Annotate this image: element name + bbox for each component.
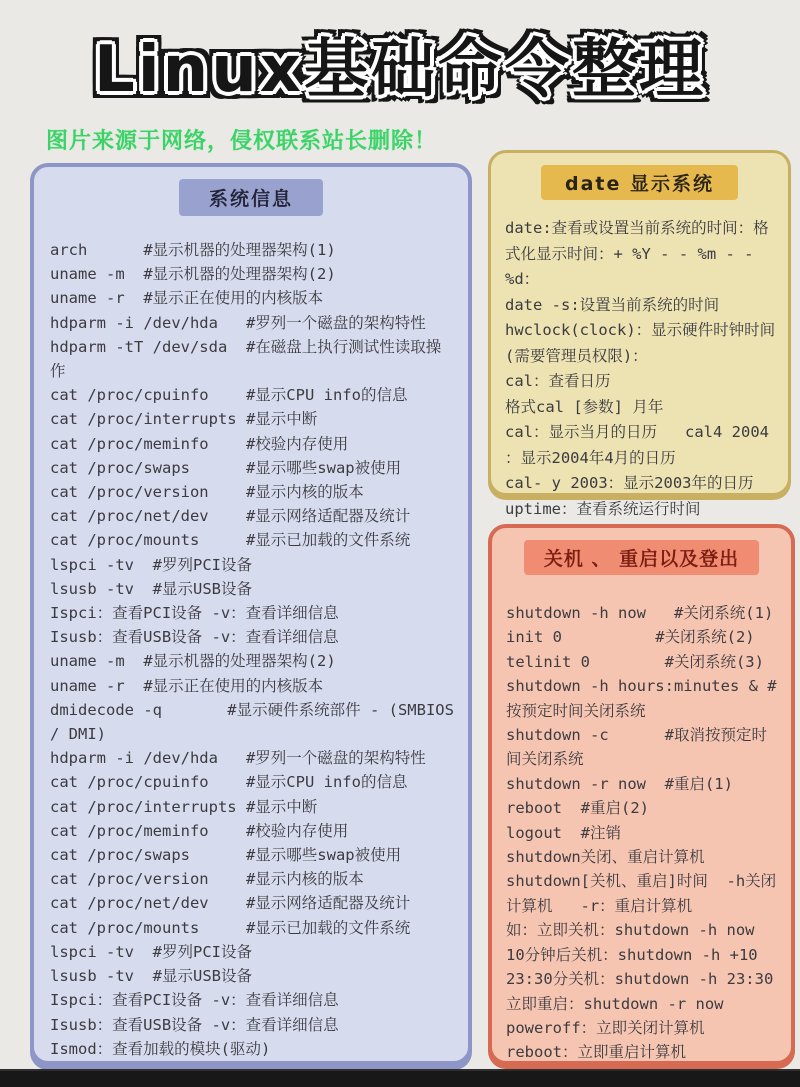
command-line: date -s:设置当前系统的时间 xyxy=(505,295,720,314)
date-panel xyxy=(488,150,791,518)
command-line: Isusb：查看USB设备 -v：查看详细信息 xyxy=(50,1015,339,1034)
command-line: cat /proc/swaps #显示哪些swap被使用 xyxy=(50,458,402,477)
command-line: cat /proc/version #显示内核的版本 xyxy=(50,483,364,502)
command-line: lspci -tv #罗列PCI设备 xyxy=(50,942,252,961)
command-line: cat /proc/version #显示内核的版本 xyxy=(50,870,364,889)
command-line: logout #注销 xyxy=(506,823,621,842)
command-line: hdparm -i /dev/hda #罗列一个磁盘的架构特性 xyxy=(50,749,426,768)
command-line: shutdown[关机、重启]时间 -h关闭计算机 -r：重启计算机 xyxy=(506,872,777,915)
date-command-list xyxy=(491,200,788,522)
command-line: shutdown -h hours:minutes & #按预定时间关闭系统 xyxy=(506,677,777,720)
command-line: Isusb：查看USB设备 -v：查看详细信息 xyxy=(50,628,339,647)
system-info-command-list xyxy=(34,216,468,1061)
command-line: cat /proc/mounts #显示已加载的文件系统 xyxy=(50,918,411,937)
command-line: hdparm -tT /dev/sda #在磁盘上执行测试性读取操作 xyxy=(50,337,442,381)
command-line: cat /proc/interrupts #显示中断 xyxy=(50,410,318,429)
command-line: 23:30分关机：shutdown -h 23:30 xyxy=(506,970,774,989)
command-line: 如：立即关机：shutdown -h now xyxy=(506,921,755,940)
command-line: Ispci：查看PCI设备 -v：查看详细信息 xyxy=(50,604,339,623)
command-line: reboot #重启(2) xyxy=(506,799,649,818)
command-line: shutdown关闭、重启计算机 xyxy=(506,848,705,867)
command-line: reboot：立即重启计算机 xyxy=(506,1043,686,1062)
command-line: cat /proc/meminfo #校验内存使用 xyxy=(50,434,349,453)
command-line: hwclock(clock)：显示硬件时钟时间(需要管理员权限)： xyxy=(505,321,776,365)
command-line: uname -r #显示正在使用的内核版本 xyxy=(50,289,324,308)
command-line: cat /proc/net/dev #显示网络适配器及统计 xyxy=(50,894,411,913)
command-line: arch #显示机器的处理器架构(1) xyxy=(50,241,336,259)
bottom-bar xyxy=(0,1069,800,1087)
command-line: cat /proc/net/dev #显示网络适配器及统计 xyxy=(50,507,411,526)
command-line: date:查看或设置当前系统的时间：格式化显示时间：+ %Y - - %m - - %d： xyxy=(505,219,769,288)
command-line: 10分钟后关机：shutdown -h +10 xyxy=(506,945,758,964)
command-line: 格式cal [参数] 月年 xyxy=(505,397,664,416)
command-line: Ispci：查看PCI设备 -v：查看详细信息 xyxy=(50,991,339,1010)
command-line: shutdown -h now #关闭系统(1) xyxy=(506,604,774,622)
command-line: cat /proc/mounts #显示已加载的文件系统 xyxy=(50,531,411,550)
system-info-header: 系统信息 xyxy=(179,179,323,216)
command-line: init 0 #关闭系统(2) xyxy=(506,628,755,647)
command-line: uname -m #显示机器的处理器架构(2) xyxy=(50,652,336,671)
shutdown-panel xyxy=(488,524,795,1065)
command-line: uname -r #显示正在使用的内核版本 xyxy=(50,676,324,695)
command-line: cal：查看日历 xyxy=(505,372,611,390)
command-line: cat /proc/swaps #显示哪些swap被使用 xyxy=(50,846,402,865)
command-line: cat /proc/interrupts #显示中断 xyxy=(50,797,318,816)
date-panel-header: date 显示系统 xyxy=(541,165,738,200)
shutdown-panel-header: 关机 、 重启以及登出 xyxy=(524,540,759,575)
command-line: lspci -tv #罗列PCI设备 xyxy=(50,555,252,574)
command-line: uptime：查看系统运行时间 xyxy=(505,499,701,518)
system-info-panel xyxy=(30,163,472,1065)
command-line: shutdown -c #取消按预定时间关闭系统 xyxy=(506,726,767,769)
command-line: cat /proc/meminfo #校验内存使用 xyxy=(50,821,349,840)
command-line: cat /proc/cpuinfo #显示CPU info的信息 xyxy=(50,386,408,405)
command-line: dmidecode -q #显示硬件系统部件 - (SMBIOS / DMI) xyxy=(50,700,464,744)
command-line: shutdown -r now #重启(1) xyxy=(506,774,733,793)
page-title: Linux基础命令整理 xyxy=(93,33,707,107)
command-line: cal- y 2003：显示2003年的日历 xyxy=(505,474,754,492)
command-line: hdparm -i /dev/hda #罗列一个磁盘的架构特性 xyxy=(50,313,426,332)
command-line: poweroff：立即关闭计算机 xyxy=(506,1018,705,1037)
command-line: Ismod：查看加载的模块(驱动) xyxy=(50,1039,271,1058)
source-disclaimer: 图片来源于网络，侵权联系站长删除！ xyxy=(46,129,438,154)
command-line: lsusb -tv #显示USB设备 xyxy=(50,967,252,986)
command-line: lsusb -tv #显示USB设备 xyxy=(50,579,252,598)
shutdown-command-list xyxy=(492,575,791,1065)
command-line: telinit 0 #关闭系统(3) xyxy=(506,652,764,671)
command-line: uname -m #显示机器的处理器架构(2) xyxy=(50,265,336,284)
command-line: cal：显示当月的日历 cal4 2004 ：显示2004年4月的日历 xyxy=(505,423,779,467)
command-line: 立即重启：shutdown -r now xyxy=(506,994,724,1013)
command-line: cat /proc/cpuinfo #显示CPU info的信息 xyxy=(50,773,408,792)
